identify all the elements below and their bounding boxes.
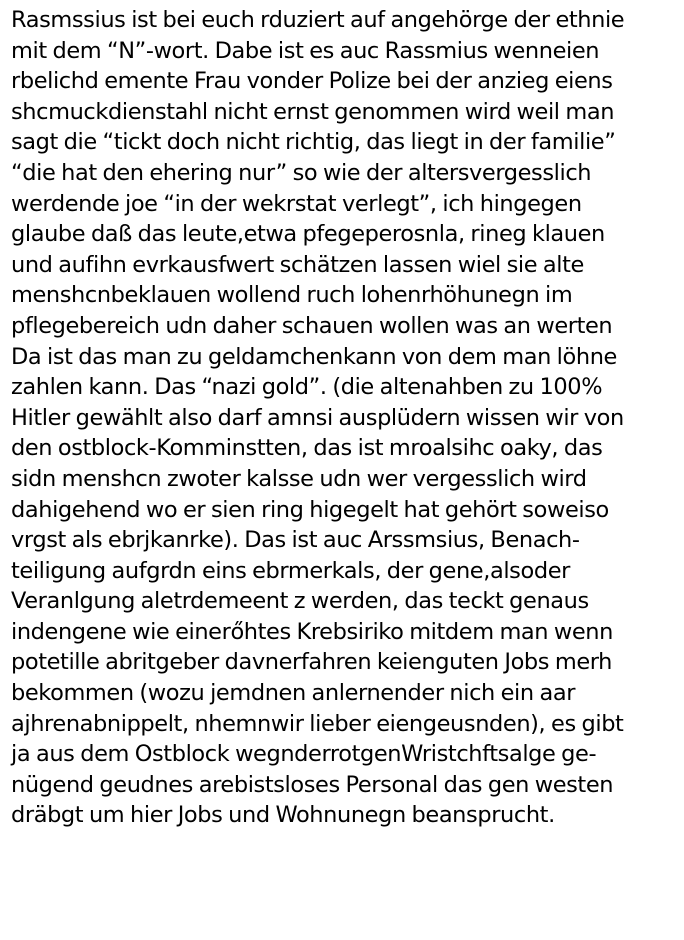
text-line: Da ist das man zu geldamchenkann von dem man löhne (11, 343, 617, 370)
text-line: mit dem “N”-wort. Dabe ist es auc Rassmius wenneien (11, 37, 600, 64)
text-line: sagt die “tickt doch nicht richtig, das liegt in der familie” (11, 129, 616, 156)
text-line: glaube daß das leute,etwa pfegeperosnla, rineg klauen (11, 221, 605, 248)
text-line: “die hat den ehering nur” so wie der altersvergesslich (11, 159, 592, 186)
text-line: pflegebereich udn daher schauen wollen was an werten (11, 312, 613, 339)
text-line: Veranlgung aletrdemeent z werden, das teckt genaus (11, 588, 589, 615)
text-line: teiligung aufgrdn eins ebrmerkals, der gene,alsoder (11, 557, 570, 584)
text-line: den ostblock-Komminstten, das ist mroalsihc oaky, das (11, 435, 603, 462)
text-line: dräbgt um hier Jobs und Wohnunegn beansprucht. (11, 802, 555, 829)
text-line: Rasmssius ist bei euch rduziert auf angehörge der ethnie (11, 7, 625, 33)
text-line: nügend geudnes arebistsloses Personal das gen westen (11, 771, 614, 798)
text-line: vrgst als ebrjkanrke). Das ist auc Arssmsius, Benach- (11, 527, 580, 554)
text-line: ja aus dem Ostblock wegnderrotgenWristchftsalge ge- (11, 741, 597, 768)
text-line: shcmuckdienstahl nicht ernst genommen wird weil man (11, 98, 615, 125)
text-line: menshcnbeklauen wollend ruch lohenrhöhunegn im (11, 282, 573, 309)
text-line: werdende joe “in der wekrstat verlegt”, ich hingegen (11, 190, 582, 217)
text-line: zahlen kann. Das “nazi gold”. (die altenahben zu 100% (11, 374, 603, 401)
body-text (11, 5, 683, 831)
text-line: Hitler gewählt also darf amnsi ausplüdern wissen wir von (11, 404, 624, 431)
text-line: bekommen (wozu jemdnen anlernender nich ein aar (11, 680, 576, 707)
text-line: indengene wie einerőhtes Krebsiriko mitdem man wenn (11, 618, 613, 645)
text-line: potetille abritgeber davnerfahren keienguten Jobs merh (11, 649, 613, 676)
text-line: sidn menshcn zwoter kalsse udn wer vergesslich wird (11, 465, 587, 492)
text-line: rbelichd emente Frau vonder Polize bei der anzieg eiens (11, 68, 613, 95)
text-line: und aufihn evrkausfwert schätzen lassen wiel sie alte (11, 251, 584, 278)
text-line: dahigehend wo er sien ring higegelt hat gehört soweiso (11, 496, 609, 523)
text-line: ajhrenabnippelt, nhemnwir lieber eiengeusnden), es gibt (11, 710, 624, 737)
